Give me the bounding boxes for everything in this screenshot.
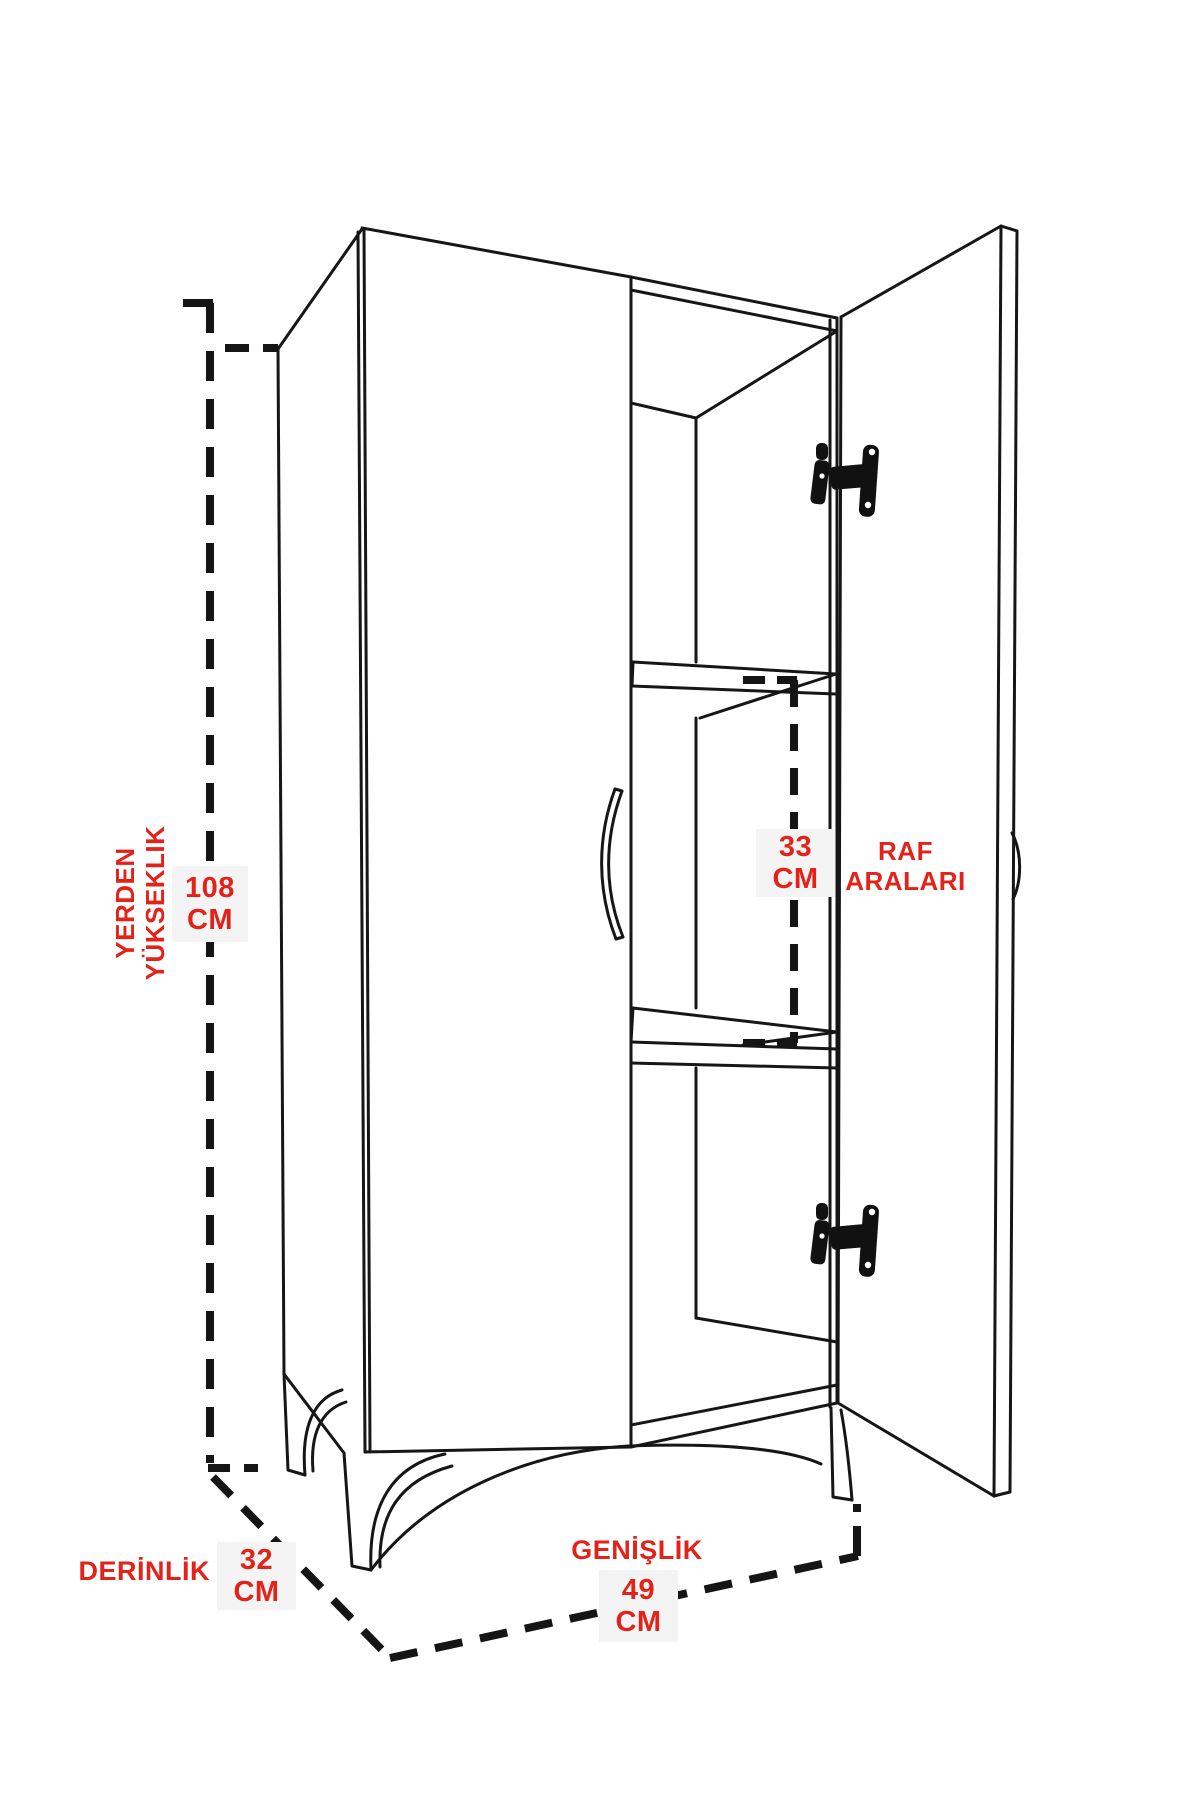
cabinet-bottom-panel: [631, 1318, 837, 1447]
shelf-gap-dimension-label: RAF ARALARI: [845, 836, 966, 896]
height-dimension-label: YERDEN YÜKSEKLIK: [110, 825, 170, 981]
depth-dimension-label: DERİNLİK: [78, 1556, 210, 1586]
left-door-handle: [602, 789, 623, 939]
depth-value-badge: 32 CM: [217, 1542, 296, 1610]
hinge-icon-top: [810, 443, 880, 517]
lower-shelf: [631, 1008, 837, 1068]
width-value-badge: 49 CM: [599, 1570, 678, 1642]
height-dimension-line: [183, 303, 278, 1468]
cabinet-left-side-panel: [278, 229, 362, 1453]
width-dimension-label: GENİŞLİK: [571, 1535, 703, 1565]
shelf-gap-dimension-line: [743, 680, 797, 1043]
hinge-icon-bottom: [810, 1203, 880, 1277]
cabinet-top-panel: [631, 277, 837, 418]
cabinet-right-door-open: [838, 226, 1017, 1496]
cabinet-left-door: [358, 228, 631, 1452]
shelf-gap-value-badge: 33 CM: [756, 829, 835, 897]
upper-shelf: [632, 662, 836, 718]
width-dimension-line: [390, 1504, 858, 1658]
height-value-badge: 108 CM: [172, 866, 248, 942]
